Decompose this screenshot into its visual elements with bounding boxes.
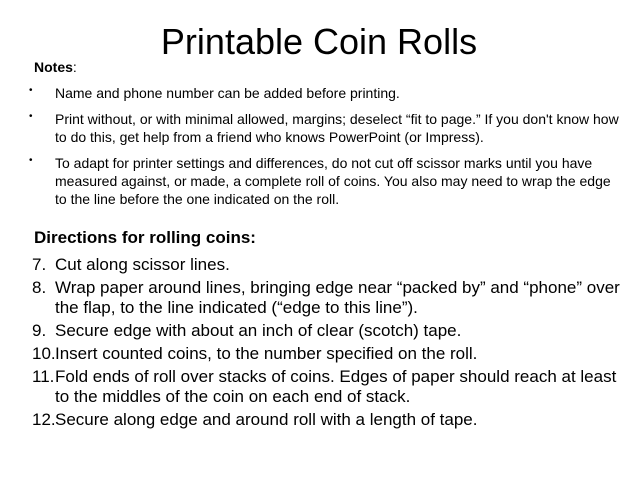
notes-label: Notes — [34, 59, 73, 75]
notes-item-text: Name and phone number can be added before printing. — [55, 85, 400, 101]
direction-step — [34, 255, 624, 275]
step-text: Wrap paper around lines, bringing edge near “packed by” and “phone” over the flap, to the line indicated (“edge to this line”). — [55, 278, 620, 317]
bullet-icon: • — [29, 111, 33, 122]
direction-step — [34, 410, 624, 430]
bullet-icon: • — [29, 85, 33, 96]
step-number: 9. — [32, 321, 47, 340]
notes-item — [29, 84, 624, 102]
step-number: 8. — [32, 278, 47, 297]
step-text: Cut along scissor lines. — [55, 255, 230, 274]
step-number: 12. — [32, 410, 56, 429]
notes-section — [29, 58, 624, 208]
step-text: Secure edge with about an inch of clear (scotch) tape. — [55, 321, 462, 340]
notes-heading — [34, 58, 624, 76]
directions-section — [34, 228, 624, 433]
step-text: Secure along edge and around roll with a length of tape. — [55, 410, 478, 429]
bullet-icon: • — [29, 155, 33, 166]
notes-item — [29, 110, 624, 146]
direction-step — [34, 321, 624, 341]
direction-step — [34, 367, 624, 407]
step-text: Fold ends of roll over stacks of coins. Edges of paper should reach at least to the middles of the coin on each end of stack. — [55, 367, 617, 406]
direction-step — [34, 344, 624, 364]
step-number: 11. — [32, 367, 55, 386]
notes-colon: : — [72, 59, 77, 75]
notes-item — [29, 154, 624, 208]
directions-list — [34, 255, 624, 430]
step-number: 7. — [32, 255, 47, 274]
notes-item-text: Print without, or with minimal allowed, margins; deselect “fit to page.” If you don't know how to do this, get help from a friend who knows PowerPoint (or Impress). — [55, 111, 619, 145]
page-title: Printable Coin Rolls — [160, 21, 478, 62]
notes-list — [29, 84, 624, 208]
direction-step — [34, 278, 624, 318]
step-text: Insert counted coins, to the number specified on the roll. — [55, 344, 478, 363]
step-number: 10. — [32, 344, 56, 363]
directions-heading: Directions for rolling coins: — [34, 228, 256, 247]
notes-item-text: To adapt for printer settings and differences, do not cut off scissor marks until you have measured against, or made, a complete roll of coins. You also may need to wrap the edge to the line before the one indicated on the roll. — [55, 155, 611, 207]
